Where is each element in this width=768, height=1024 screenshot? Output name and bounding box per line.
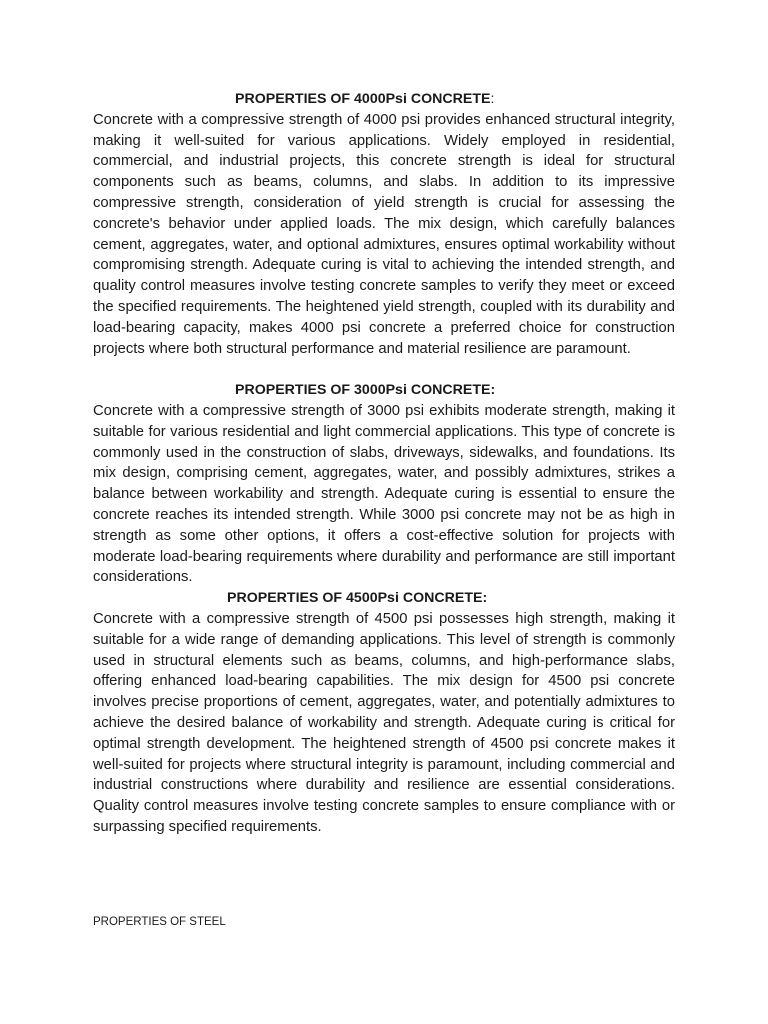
section-heading-4000psi-colon: : [490, 91, 495, 107]
section-body-3000psi: Concrete with a compressive strength of 3000 psi exhibits moderate strength, making it suitable for various residential and light commercial applications. This type of concrete is commonly used in the construction of slabs, driveways, sidewalks, and foundations. Its mix design, comprising cement, aggregates, water, and possibly admixtures, strikes a balance between workability and strength. Adequate curing is essential to ensure the concrete reaches its intended strength. While 3000 psi concrete may not be as high in strength as some other options, it offers a cost-effective solution for projects with moderate load-bearing requirements where durability and performance are still important considerations. [93, 402, 675, 586]
section-heading-4500psi: PROPERTIES OF 4500Psi CONCRETE: [227, 590, 488, 607]
section-heading-4000psi-text: PROPERTIES OF 4000Psi CONCRETE [235, 91, 491, 107]
section-heading-3000psi: PROPERTIES OF 3000Psi CONCRETE: [235, 382, 496, 399]
steel-properties-heading: PROPERTIES OF STEEL [93, 916, 226, 928]
section-heading-4000psi [93, 89, 675, 110]
document-page [93, 89, 675, 838]
section-body-4500psi: Concrete with a compressive strength of 4500 psi possesses high strength, making it suitable for a wide range of demanding applications. This level of strength is commonly used in structural elements such as beams, columns, and high-performance slabs, offering enhanced load-bearing capabilities. The mix design for 4500 psi concrete involves precise proportions of cement, aggregates, water, and potentially admixtures to achieve the desired balance of workability and strength. Adequate curing is critical for optimal strength development. The heightened strength of 4500 psi concrete makes it well-suited for projects where structural integrity is paramount, including commercial and industrial constructions where durability and resilience are essential considerations. Quality control measures involve testing concrete samples to ensure compliance with or surpassing specified requirements. [93, 610, 675, 835]
section-body-4000psi: Concrete with a compressive strength of 4000 psi provides enhanced structural integrity, making it well-suited for various applications. Widely employed in residential, commercial, and industrial projects, this concrete strength is ideal for structural components such as beams, columns, and slabs. In addition to its impressive compressive strength, consideration of yield strength is crucial for assessing the concrete's behavior under applied loads. The mix design, which carefully balances cement, aggregates, water, and optional admixtures, ensures optimal workability without compromising strength. Adequate curing is vital to achieving the intended strength, and quality control measures involve testing concrete samples to verify they meet or exceed the specified requirements. The heightened yield strength, coupled with its durability and load-bearing capacity, makes 4000 psi concrete a preferred choice for construction projects where both structural performance and material resilience are paramount. [93, 111, 675, 357]
